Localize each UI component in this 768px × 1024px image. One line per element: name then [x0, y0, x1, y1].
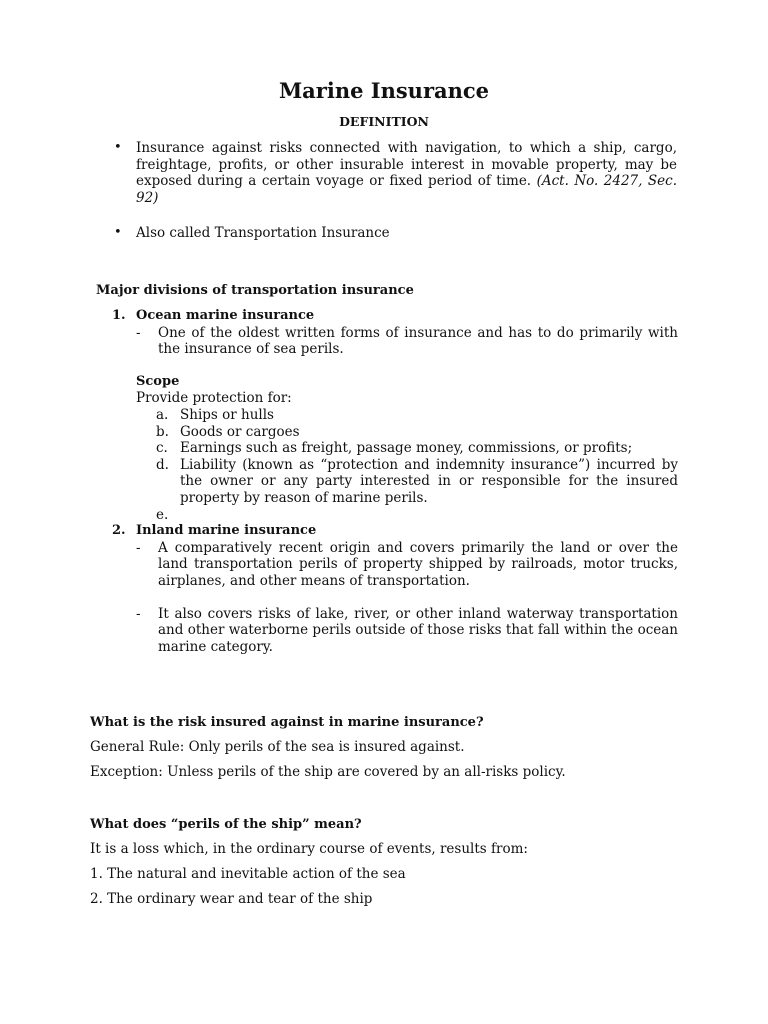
division-number: 1. [112, 308, 126, 323]
definition-bullet [113, 140, 677, 206]
definition-citation: (Act. No. 2427, Sec. 92) [136, 173, 677, 206]
definition-bullet [113, 225, 677, 242]
scope-item [112, 457, 678, 507]
division-description [112, 606, 678, 656]
division-title-text: Ocean marine insurance [136, 308, 315, 323]
scope-item-letter: a. [156, 406, 169, 423]
question-block-risk [90, 715, 680, 780]
scope-intro: Provide protection for: [136, 390, 292, 407]
description-text: A comparatively recent origin and covers primarily the land or over the land transportation perils of property shipped by railroads, motor trucks, airplanes, and other means of transportation. [158, 539, 678, 589]
perils-intro-text: It is a loss which, in the ordinary course of events, results from: [90, 841, 528, 857]
scope-item [112, 440, 678, 457]
dash-icon: - [136, 324, 141, 341]
scope-item-text [180, 507, 184, 523]
division-description [112, 325, 678, 358]
scope-item-letter: b. [156, 423, 169, 440]
description-text: It also covers risks of lake, river, or other inland waterway transportation and other waterborne perils outside of those risks that fall within the ocean marine category. [158, 605, 678, 655]
scope-item [112, 507, 678, 524]
description-text: One of the oldest written forms of insurance and has to do primarily with the insurance of sea perils. [158, 324, 678, 358]
dash-icon: - [136, 605, 141, 622]
exception-text: Exception: Unless perils of the ship are covered by an all-risks policy. [90, 764, 566, 780]
scope-item-text: Ships or hulls [180, 406, 274, 423]
question-heading: What does “perils of the ship” mean? [90, 817, 362, 832]
scope-block [112, 374, 678, 407]
division-number: 2. [112, 523, 126, 539]
scope-item-text: Liability (known as “protection and indemnity insurance”) incurred by the owner or any party interested in or responsible for the insured property by reason of marine perils. [180, 456, 678, 506]
division-title [112, 523, 678, 540]
bullet-icon: • [114, 225, 122, 240]
scope-label: Scope [136, 373, 180, 389]
scope-item-letter: c. [156, 440, 168, 457]
divisions-list [112, 308, 678, 655]
perils-item: 2. The ordinary wear and tear of the ship [90, 891, 373, 907]
general-rule-text: General Rule: Only perils of the sea is insured against. [90, 739, 465, 755]
bullet-icon: • [114, 140, 122, 155]
definition-text: Insurance against risks connected with navigation, to which a ship, cargo, freightage, profits, or other insurable interest in movable property, may be exposed during a certain voyage or fixed period of time. [136, 140, 677, 189]
question-heading: What is the risk insured against in marine insurance? [90, 715, 484, 730]
major-divisions-heading: Major divisions of transportation insurance [96, 283, 414, 298]
scope-item-text: Goods or cargoes [180, 423, 300, 440]
page-title: Marine Insurance [278, 78, 490, 103]
division-description [112, 540, 678, 590]
scope-item-letter: d. [156, 456, 169, 473]
division-title-text: Inland marine insurance [136, 523, 317, 539]
scope-item-letter: e. [156, 506, 169, 523]
division-title [112, 308, 678, 325]
definition-list [113, 140, 677, 242]
scope-item [112, 424, 678, 441]
definition-text: Also called Transportation Insurance [136, 225, 390, 241]
question-block-perils [90, 817, 680, 907]
scope-item-text: Earnings such as freight, passage money, commissions, or profits; [180, 440, 633, 457]
dash-icon: - [136, 539, 141, 556]
perils-item: 1. The natural and inevitable action of the sea [90, 866, 406, 882]
section-subtitle: DEFINITION [339, 114, 429, 129]
scope-item [112, 407, 678, 424]
